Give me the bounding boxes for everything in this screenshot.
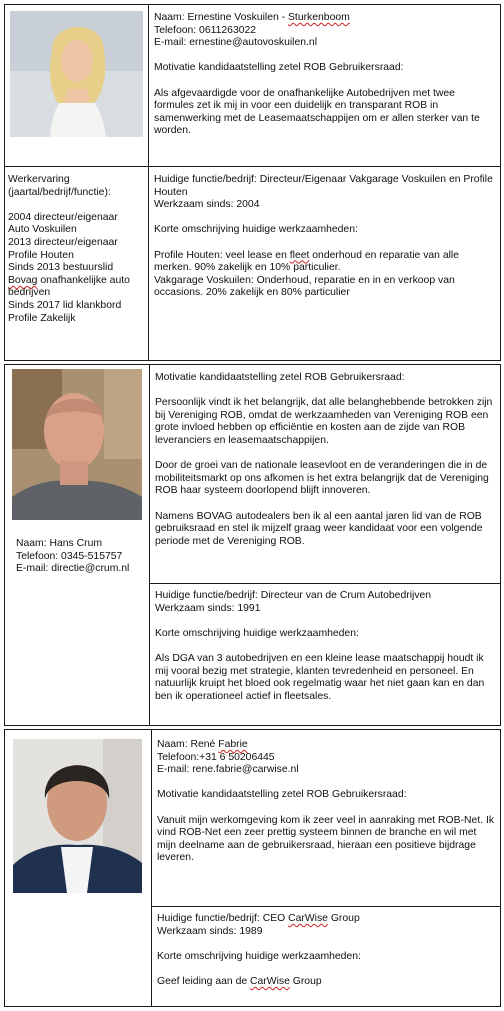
experience-line: Sinds 2017 lid klankbord	[8, 299, 122, 311]
candidate-name: Naam: René Fabrie	[157, 739, 248, 750]
motivation-heading: Motivatie kandidaatstelling zetel ROB Gebruikersraad:	[157, 789, 407, 801]
working-since: Werkzaam sinds: 1991	[155, 602, 261, 614]
work-text: Profile Houten: veel lease en fleet onderhoud en reparatie van alle merken. 90% zakelijk en 10% particulier.	[154, 249, 460, 274]
motivation-text: Vanuit mijn werkomgeving kom ik zeer veel in aanraking met ROB-Net. Ik vind ROB-Net een zeer prettig systeem binnen de branche en wil met mijn deelname aan de gebruikersraad, hieraan een positieve bijdrage leveren.	[157, 814, 495, 864]
spellcheck-word: Fabrie	[218, 739, 248, 750]
spellcheck-word: Sturkenboom	[288, 12, 350, 23]
work-text: Vakgarage Voskuilen: Onderhoud, reparatie en in en verkoop van occasions. 20% zakelijk en 80% particulier	[154, 274, 455, 299]
current-function: Huidige functie/bedrijf: CEO CarWise Group	[157, 913, 360, 924]
candidate-phone: Telefoon: 0345-515757	[16, 550, 123, 562]
c2-contact	[16, 538, 146, 576]
current-function: Huidige functie/bedrijf: Directeur van de Crum Autobedrijven	[155, 590, 432, 601]
c1-function	[154, 174, 496, 300]
experience-heading: Werkervaring (jaartal/bedrijf/functie):	[8, 174, 111, 198]
divider	[148, 4, 149, 361]
candidate-photo-rene	[13, 739, 142, 893]
candidate-email: E-mail: directie@crum.nl	[16, 563, 130, 575]
candidate-photo-ernestine	[10, 11, 143, 137]
divider	[4, 166, 501, 167]
c3-function	[157, 913, 497, 989]
spellcheck-word: CarWise	[250, 975, 290, 987]
c1-experience	[8, 174, 144, 325]
divider	[151, 729, 152, 1007]
c3-contact	[157, 739, 497, 865]
work-heading: Korte omschrijving huidige werkzaamheden:	[157, 950, 361, 962]
work-heading: Korte omschrijving huidige werkzaamheden:	[154, 224, 358, 236]
motivation-text: Namens BOVAG autodealers ben ik al een aantal jaren lid van de ROB gebruiksraad en stel ik mijzelf graag weer kandidaat voor een volgende periode met de Vereniging ROB.	[155, 510, 483, 547]
c1-contact	[154, 12, 496, 138]
c2-motivation	[155, 372, 497, 548]
candidate-phone: Telefoon:+31 6 50206445	[157, 751, 275, 763]
experience-line: bedrijven	[8, 287, 51, 299]
work-text: Geef leiding aan de CarWise Group	[157, 975, 322, 987]
experience-line: 2004 directeur/eigenaar	[8, 211, 118, 223]
experience-line: Auto Voskuilen	[8, 224, 77, 236]
motivation-text: Door de groei van de nationale leasevloot en de veranderingen die in de mobiliteitsmarkt op ons afkomen is het extra belangrijk dat de Vereniging ROB haar systeem doorlopend blijft innoveren.	[155, 460, 489, 497]
motivation-heading: Motivatie kandidaatstelling zetel ROB Gebruikersraad:	[154, 62, 404, 74]
candidate-email: E-mail: ernestine@autovoskuilen.nl	[154, 37, 318, 49]
c2-function	[155, 590, 497, 703]
candidate-name: Naam: Ernestine Voskuilen - Sturkenboom	[154, 12, 350, 23]
divider	[149, 364, 150, 726]
divider	[149, 583, 501, 584]
experience-line: Bovag onafhankelijke auto	[8, 274, 130, 286]
candidate-name: Naam: Hans Crum	[16, 538, 103, 549]
work-heading: Korte omschrijving huidige werkzaamheden:	[155, 627, 359, 639]
spellcheck-word: CarWise	[288, 913, 328, 924]
experience-line: Sinds 2013 bestuurslid	[8, 262, 114, 274]
working-since: Werkzaam sinds: 1989	[157, 925, 263, 937]
motivation-text: Persoonlijk vindt ik het belangrijk, dat alle belanghebbende betrokken zijn bij Vereniging ROB, omdat de werkzaamheden van Vereniging ROB een grote invloed hebben op efficiëntie en kosten aan de zijde van ROB leveranciers en leasemaatschappijen.	[155, 397, 493, 446]
spellcheck-word: Bovag	[8, 274, 38, 286]
experience-line: Profile Houten	[8, 249, 74, 261]
candidate-photo-hans	[12, 369, 142, 520]
experience-line: 2013 directeur/eigenaar	[8, 236, 118, 248]
current-function: Huidige functie/bedrijf: Directeur/Eigenaar Vakgarage Voskuilen en Profile Houten	[154, 174, 493, 198]
experience-line: Profile Zakelijk	[8, 312, 76, 324]
motivation-text: Als afgevaardigde voor de onafhankelijke Autobedrijven met twee formules zet ik mij in voor een duidelijk en transparant ROB in samenwerking met de Leasemaatschappijen om er allen sterker van te worden.	[154, 87, 480, 137]
work-text: Als DGA van 3 autobedrijven en een kleine lease maatschappij houdt ik mij vooral bezig met strategie, klanten tevredenheid en personeel. En natuurlijk kruipt het bloed ook regelmatig waar het niet gaan kan en dan ben ik operationeel actief in fleetsales.	[155, 652, 485, 702]
motivation-heading: Motivatie kandidaatstelling zetel ROB Gebruikersraad:	[155, 372, 405, 383]
spellcheck-word: fleet	[289, 249, 310, 261]
working-since: Werkzaam sinds: 2004	[154, 199, 260, 211]
candidate-email: E-mail: rene.fabrie@carwise.nl	[157, 764, 299, 776]
candidate-phone: Telefoon: 0611263022	[154, 24, 257, 36]
divider	[151, 906, 501, 907]
